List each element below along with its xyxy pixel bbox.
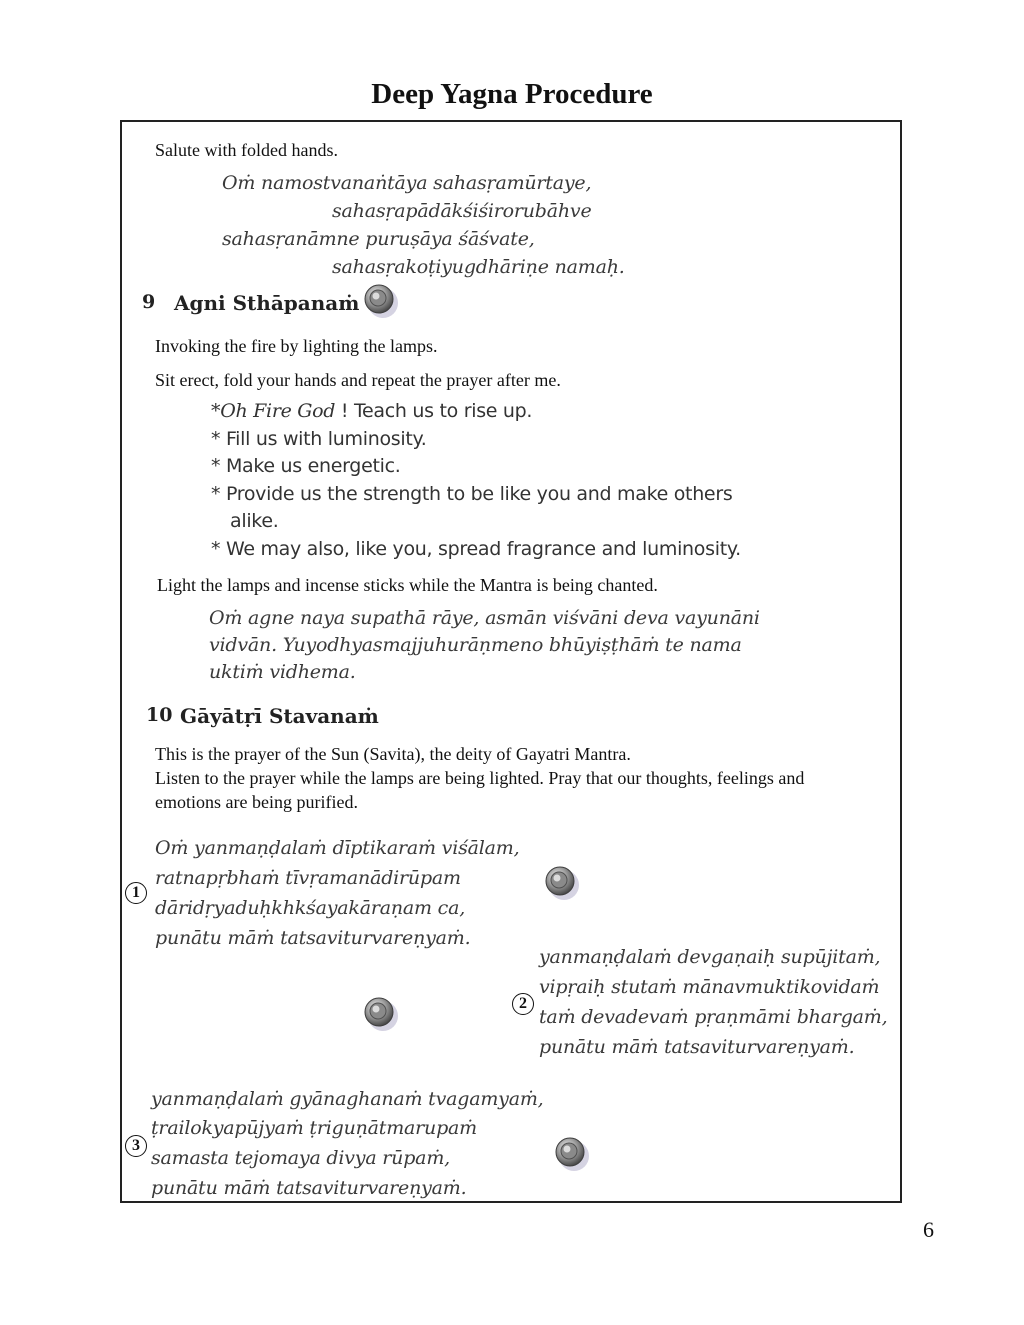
stanza-2-line: vipṛaiḥ stutaṁ mānavmuktikovidaṁ [539, 976, 880, 998]
prayer-line: * Fill us with luminosity. [211, 428, 427, 450]
section-9-desc: Invoking the fire by lighting the lamps. [155, 336, 438, 356]
section-10-desc: emotions are being purified. [155, 792, 358, 812]
page-number: 6 [923, 1217, 934, 1242]
mantra-line: sahasṛapādākśiśirorubāhve [332, 200, 592, 222]
section-10-number: 10 [146, 704, 173, 726]
mantra-line: uktiṁ vidhema. [209, 661, 356, 683]
prayer-line: *Oh Fire God ! Teach us to rise up. [211, 400, 533, 422]
section-10-desc: This is the prayer of the Sun (Savita), the deity of Gayatri Mantra. [155, 744, 631, 764]
section-10-title: Gāyātṛī Stavanaṁ [180, 704, 379, 728]
stanza-3-line: yanmaṇḍalaṁ gyānaghanaṁ tvagamyaṁ, [151, 1088, 544, 1110]
stanza-1-line: dāridṛyaduḥkhkśayakāraṇam ca, [155, 897, 466, 919]
mantra-line: vidvān. Yuyodhyasmajjuhurāṇmeno bhūyiṣṭhāṁ te nama [209, 634, 742, 656]
prayer-line: * Provide us the strength to be like you and make others [211, 483, 733, 505]
mantra-line: Oṁ namostvanaṅtāya sahasṛamūrtaye, [222, 172, 592, 194]
mantra-line: sahasṛakoṭiyugdhāriṇe namaḥ. [332, 256, 625, 278]
stanza-1-line: punātu māṁ tatsaviturvareṇyaṁ. [155, 927, 471, 949]
intro-instruction: Salute with folded hands. [155, 140, 338, 160]
stanza-number-2: 2 [512, 993, 534, 1015]
stanza-1-line: Oṁ yanmaṇḍalaṁ dīptikaraṁ viśālam, [155, 837, 520, 859]
mantra-line: sahasṛanāmne puruṣāya śāśvate, [222, 228, 535, 250]
stanza-number-1: 1 [125, 882, 147, 904]
section-9-instruction: Sit erect, fold your hands and repeat the prayer after me. [155, 370, 561, 390]
stanza-2-line: punātu māṁ tatsaviturvareṇyaṁ. [539, 1036, 855, 1058]
lamps-instruction: Light the lamps and incense sticks while the Mantra is being chanted. [157, 575, 658, 595]
stanza-3-line: samasta tejomaya divya rūpaṁ, [151, 1147, 450, 1169]
speaker-icon[interactable] [551, 1133, 593, 1175]
mantra-line: Oṁ agne naya supathā rāye, asmān viśvāni deva vayunāni [209, 607, 760, 629]
speaker-icon[interactable] [541, 862, 583, 904]
stanza-number-3: 3 [125, 1135, 147, 1157]
speaker-icon[interactable] [360, 993, 402, 1035]
section-10-desc: Listen to the prayer while the lamps are being lighted. Pray that our thoughts, feelings and [155, 768, 805, 788]
stanza-2-line: taṁ devadevaṁ pṛaṇmāmi bhargaṁ, [539, 1006, 888, 1028]
prayer-line: * We may also, like you, spread fragrance and luminosity. [211, 538, 741, 560]
prayer-line: * Make us energetic. [211, 455, 401, 477]
stanza-3-line: ṭrailokyapūjyaṁ ṭriguṇātmarupaṁ [151, 1117, 477, 1139]
prayer-line: alike. [230, 510, 279, 532]
page-title: Deep Yagna Procedure [371, 78, 653, 110]
section-9-number: 9 [142, 291, 156, 313]
stanza-1-line: ratnapṛbhaṁ tīvṛamanādirūpam [155, 867, 461, 889]
speaker-icon[interactable] [360, 280, 402, 322]
stanza-2-line: yanmaṇḍalaṁ devgaṇaiḥ supūjitaṁ, [539, 946, 881, 968]
stanza-3-line: punātu māṁ tatsaviturvareṇyaṁ. [151, 1177, 467, 1199]
section-9-title: Agni Sthāpanaṁ [174, 291, 360, 315]
